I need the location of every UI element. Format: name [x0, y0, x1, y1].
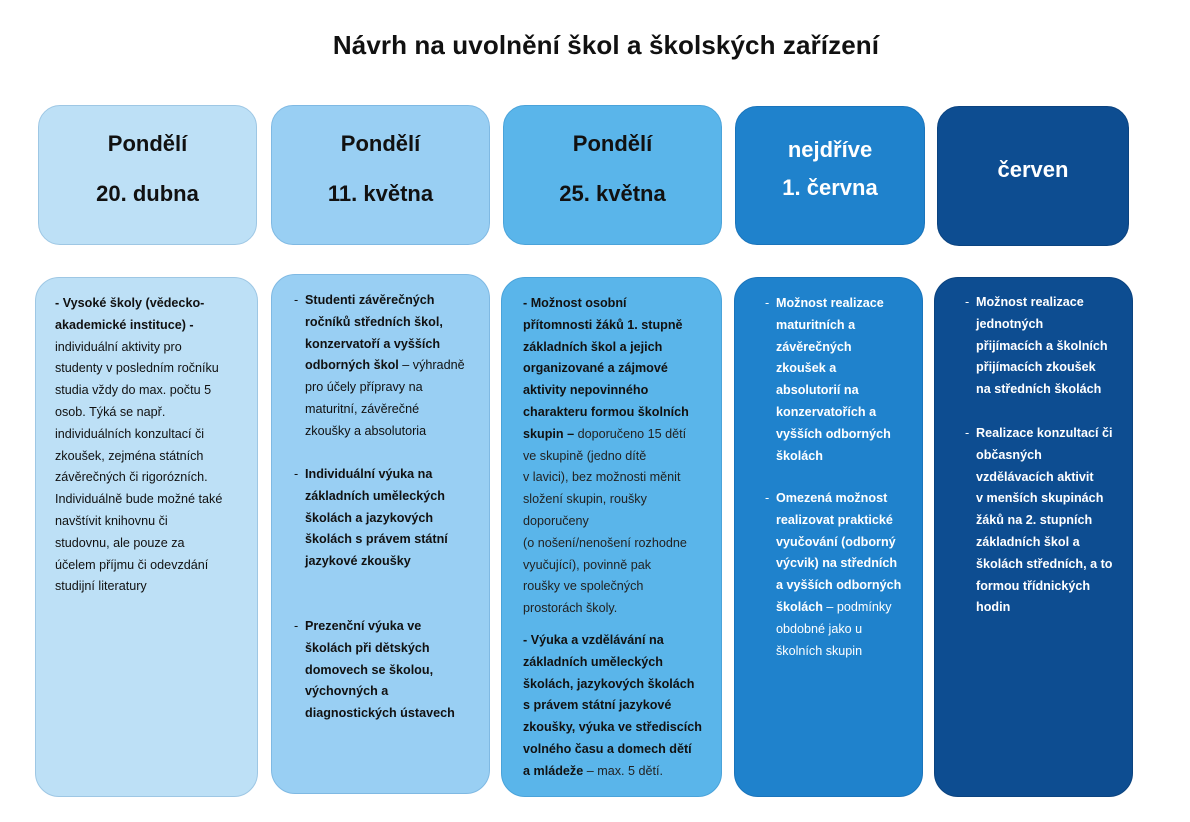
- bullet-block: [294, 464, 448, 573]
- bold-text-run: diagnostických ústavech: [305, 706, 455, 721]
- text-line: [765, 641, 901, 663]
- bold-text-run: akademické instituce) -: [55, 317, 194, 332]
- text-line: [765, 510, 901, 532]
- bold-text-run: přítomnosti žáků 1. stupně: [523, 317, 683, 332]
- text-line: [965, 510, 1113, 532]
- text-run: obdobné jako u: [776, 621, 863, 636]
- text-run: maturitní, závěrečné: [305, 401, 420, 416]
- bold-text-run: výcvik) na středních: [776, 556, 898, 571]
- text-line: [965, 576, 1113, 598]
- bold-text-run: vyučování (odborný: [776, 534, 896, 549]
- text-block: [55, 293, 222, 598]
- text-line: [55, 446, 222, 468]
- bold-text-run: školách: [776, 599, 823, 614]
- bold-text-run: maturitních a: [776, 317, 856, 332]
- text-line: [294, 703, 455, 725]
- text-line: [765, 446, 891, 468]
- text-line: [294, 355, 465, 377]
- bold-text-run: charakteru formou školních: [523, 404, 689, 419]
- text-line: [965, 467, 1113, 489]
- text-block: [523, 293, 689, 620]
- text-run: zkoušek, zejména státních: [55, 448, 204, 463]
- bold-text-run: školách: [776, 448, 823, 463]
- bold-text-run: Studenti závěrečných: [305, 293, 435, 307]
- bold-text-run: skupin –: [523, 426, 575, 441]
- bullet-marker: -: [765, 296, 770, 310]
- bold-text-run: školách při dětských: [305, 640, 430, 655]
- bold-text-run: Možnost realizace: [976, 295, 1084, 309]
- text-line: [965, 379, 1108, 401]
- text-line: [294, 508, 448, 530]
- text-line: [55, 576, 222, 598]
- text-run: studia vždy do max. počtu 5: [55, 383, 212, 398]
- bold-text-run: volného času a domech dětí: [523, 741, 692, 756]
- bullet-marker: -: [294, 293, 299, 307]
- text-line: [523, 761, 702, 783]
- text-line: [294, 334, 465, 356]
- text-line: [294, 290, 465, 312]
- text-run: zkoušky a absolutoria: [305, 423, 427, 438]
- bold-text-run: Realizace konzultací či: [976, 426, 1113, 440]
- text-line: [523, 695, 702, 717]
- text-block: [523, 630, 702, 783]
- text-line: [523, 576, 689, 598]
- content-box-1-june: [734, 277, 923, 797]
- text-line: [294, 638, 455, 660]
- text-run: vyučující), povinně pak: [523, 557, 652, 572]
- bold-text-run: základních škol a jejich: [523, 339, 663, 354]
- bold-text-run: ročníků středních škol,: [305, 314, 443, 329]
- text-line: [55, 555, 222, 577]
- text-run: individuálních konzultací či: [55, 426, 205, 441]
- bold-text-run: zkoušky, výuka ve střediscích: [523, 720, 702, 735]
- bold-text-run: konzervatořích a: [776, 404, 877, 419]
- bold-text-run: a mládeže: [523, 763, 584, 778]
- bold-text-run: zkoušek a: [776, 361, 837, 376]
- text-run: doporučeno 15 dětí: [574, 426, 687, 441]
- bullet-marker: -: [965, 295, 970, 309]
- bold-text-run: absolutorií na: [776, 383, 859, 398]
- text-line: [55, 380, 222, 402]
- text-run: závěrečných či rigorózních.: [55, 470, 208, 485]
- text-line: [294, 399, 465, 421]
- text-line: [55, 402, 222, 424]
- bold-text-run: jazykové zkoušky: [305, 554, 411, 569]
- header-day-label: Pondělí: [107, 131, 188, 156]
- text-line: [294, 377, 465, 399]
- bold-text-run: přijímacích zkoušek: [976, 360, 1096, 375]
- header-month-label: červen: [997, 157, 1069, 182]
- bullet-block: [294, 290, 465, 443]
- text-line: [765, 488, 901, 510]
- bold-text-run: základních uměleckých: [305, 488, 445, 503]
- header-day-label: Pondělí: [340, 131, 421, 156]
- text-line: [523, 315, 689, 337]
- text-line: [55, 358, 222, 380]
- bold-text-run: na středních školách: [976, 382, 1102, 397]
- bullet-marker: -: [765, 491, 770, 505]
- text-line: [523, 674, 702, 696]
- bold-text-run: v menších skupinách: [976, 491, 1104, 506]
- text-line: [294, 529, 448, 551]
- text-run: studijní literatury: [55, 579, 147, 594]
- text-run: účelem příjmu či odevzdání: [55, 557, 209, 572]
- bold-text-run: - Vysoké školy (vědecko-: [55, 296, 205, 310]
- bold-text-run: občasných: [976, 447, 1042, 462]
- bold-text-run: Omezená možnost: [776, 491, 888, 505]
- text-run: osob. Týká se např.: [55, 404, 166, 419]
- text-line: [55, 489, 222, 511]
- text-run: roušky ve společných: [523, 579, 644, 594]
- text-line: [55, 337, 222, 359]
- text-run: individuální aktivity pro: [55, 339, 182, 354]
- text-line: [294, 660, 455, 682]
- text-line: [55, 424, 222, 446]
- text-run: ve skupině (jedno dítě: [523, 448, 647, 463]
- text-line: [523, 293, 689, 315]
- bold-text-run: Prezenční výuka ve: [305, 619, 422, 633]
- bold-text-run: odborných škol: [305, 358, 399, 373]
- bold-text-run: formou třídnických: [976, 578, 1091, 593]
- bullet-marker: -: [294, 467, 299, 481]
- text-line: [523, 717, 702, 739]
- text-line: [965, 445, 1113, 467]
- text-line: [294, 681, 455, 703]
- text-line: [765, 532, 901, 554]
- text-run: – max. 5 dětí.: [583, 763, 664, 778]
- bold-text-run: přijímacích a školních: [976, 338, 1108, 353]
- text-run: prostorách školy.: [523, 601, 618, 616]
- text-line: [523, 424, 689, 446]
- text-line: [55, 315, 222, 337]
- text-line: [765, 293, 891, 315]
- text-line: [765, 337, 891, 359]
- date-header-25-may: [503, 105, 722, 245]
- bold-text-run: výchovných a: [305, 684, 389, 699]
- bold-text-run: školách, jazykových školách: [523, 676, 695, 691]
- text-line: [55, 533, 222, 555]
- text-line: [765, 619, 901, 641]
- date-header-11-may: [271, 105, 490, 245]
- content-box-june: [934, 277, 1133, 797]
- text-line: [765, 315, 891, 337]
- bold-text-run: hodin: [976, 600, 1011, 615]
- bold-text-run: vzdělávacích aktivit: [976, 469, 1094, 484]
- text-line: [765, 380, 891, 402]
- text-line: [523, 511, 689, 533]
- bold-text-run: Možnost realizace: [776, 296, 884, 310]
- date-header-june: [937, 106, 1129, 246]
- bullet-marker: -: [965, 426, 970, 440]
- text-line: [965, 423, 1113, 445]
- bold-text-run: - Výuka a vzdělávání na: [523, 633, 664, 647]
- date-header-1-june: [735, 106, 925, 245]
- text-line: [294, 486, 448, 508]
- text-run: studovnu, ale pouze za: [55, 535, 185, 550]
- bullet-block: [965, 423, 1113, 619]
- text-line: [765, 358, 891, 380]
- text-run: (o nošení/nenošení rozhodne: [523, 535, 687, 550]
- text-line: [523, 630, 702, 652]
- text-run: doporučeny: [523, 513, 589, 528]
- bold-text-run: aktivity nepovinného: [523, 383, 649, 398]
- bold-text-run: vyšších odborných: [776, 426, 891, 441]
- page-title: Návrh na uvolnění škol a školských zařízení: [332, 30, 880, 60]
- text-line: [765, 597, 901, 619]
- bold-text-run: základních uměleckých: [523, 654, 663, 669]
- bullet-marker: -: [294, 619, 299, 633]
- bold-text-run: školách s právem státní: [305, 532, 448, 547]
- date-header-20-april: [38, 105, 257, 245]
- text-line: [523, 358, 689, 380]
- text-line: [294, 312, 465, 334]
- bold-text-run: školách a jazykových: [305, 510, 434, 525]
- text-run: – výhradně: [398, 358, 465, 373]
- text-line: [294, 551, 448, 573]
- header-date-label: 25. května: [559, 181, 666, 206]
- text-line: [523, 739, 702, 761]
- text-line: [765, 553, 901, 575]
- text-line: [55, 467, 222, 489]
- bold-text-run: Individuální výuka na: [305, 467, 433, 481]
- header-day-label: Pondělí: [572, 131, 653, 156]
- text-line: [523, 489, 689, 511]
- bold-text-run: žáků na 2. stupních: [976, 513, 1093, 528]
- text-line: [523, 337, 689, 359]
- text-line: [765, 402, 891, 424]
- header-date-label: 11. května: [327, 181, 434, 206]
- bold-text-run: základních škol a: [976, 534, 1080, 549]
- bold-text-run: realizovat praktické: [776, 512, 893, 527]
- text-run: navštívit knihovnu či: [55, 513, 168, 528]
- header-qualifier-label: nejdříve: [787, 137, 873, 162]
- text-line: [294, 464, 448, 486]
- text-line: [765, 575, 901, 597]
- text-run: školních skupin: [776, 643, 863, 658]
- content-box-20-april: [35, 277, 258, 797]
- bold-text-run: konzervatoří a vyšších: [305, 336, 441, 351]
- bold-text-run: s právem státní jazykové: [523, 698, 672, 713]
- bold-text-run: závěrečných: [776, 339, 852, 354]
- text-line: [523, 533, 689, 555]
- text-line: [965, 488, 1113, 510]
- text-run: – podmínky: [822, 599, 892, 614]
- text-run: v lavici), bez možnosti měnit: [523, 470, 681, 485]
- text-line: [965, 292, 1108, 314]
- text-line: [523, 446, 689, 468]
- text-line: [55, 511, 222, 533]
- text-run: studenty v posledním ročníku: [55, 361, 219, 376]
- text-line: [965, 554, 1113, 576]
- text-run: Individuálně bude možné také: [55, 492, 223, 507]
- bullet-block: [765, 488, 901, 662]
- bold-text-run: a vyšších odborných: [776, 578, 902, 593]
- text-run: pro účely přípravy na: [305, 380, 423, 395]
- bold-text-run: jednotných: [976, 316, 1044, 331]
- content-box-11-may: [271, 274, 490, 794]
- text-line: [765, 424, 891, 446]
- content-box-25-may: [501, 277, 722, 797]
- header-date-label: 1. června: [782, 175, 878, 200]
- header-date-label: 20. dubna: [96, 181, 199, 206]
- bold-text-run: - Možnost osobní: [523, 296, 627, 310]
- text-line: [523, 598, 689, 620]
- text-line: [965, 357, 1108, 379]
- bold-text-run: organizované a zájmové: [523, 361, 668, 376]
- text-line: [523, 555, 689, 577]
- text-line: [523, 652, 702, 674]
- text-line: [523, 402, 689, 424]
- text-line: [965, 597, 1113, 619]
- text-line: [965, 314, 1108, 336]
- bullet-block: [294, 616, 455, 725]
- text-line: [55, 293, 222, 315]
- bold-text-run: domovech se školou,: [305, 662, 434, 677]
- text-line: [523, 380, 689, 402]
- text-line: [294, 421, 465, 443]
- bold-text-run: školách středních, a to: [976, 556, 1113, 571]
- text-line: [523, 467, 689, 489]
- bullet-block: [765, 293, 891, 467]
- text-run: složení skupin, roušky: [523, 492, 647, 507]
- text-line: [965, 336, 1108, 358]
- bullet-block: [965, 292, 1108, 401]
- text-line: [294, 616, 455, 638]
- text-line: [965, 532, 1113, 554]
